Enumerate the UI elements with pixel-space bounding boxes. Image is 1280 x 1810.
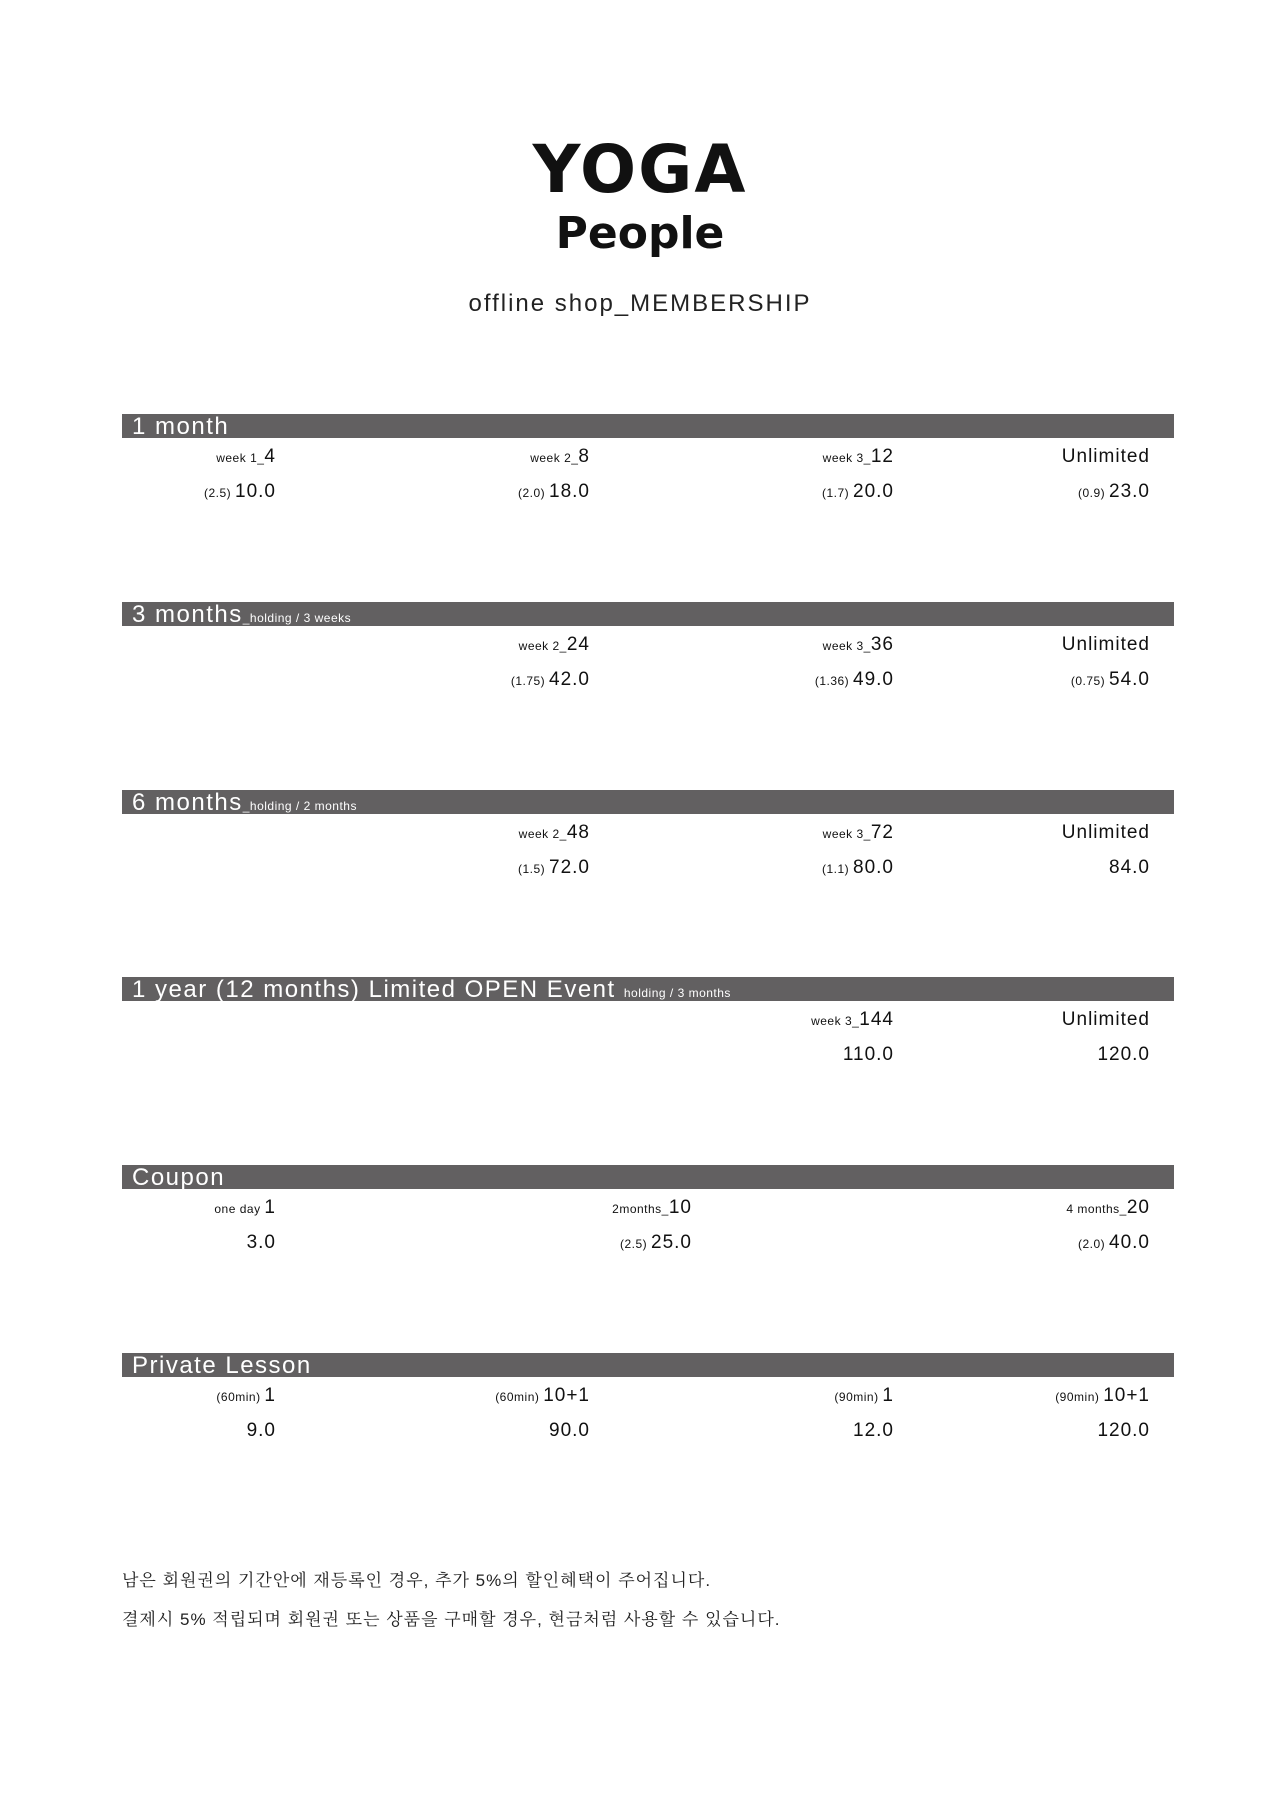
plan-label: Unlimited [1061, 634, 1150, 655]
plan-price: (2.5) 10.0 [204, 481, 276, 502]
plan-label: 2months_10 [612, 1197, 692, 1218]
plan-price: (1.36) 49.0 [814, 669, 894, 690]
plan-label: (90min) 1 [834, 1385, 894, 1406]
plan-label: week 2_24 [518, 634, 590, 655]
logo-line-2: People [555, 208, 725, 259]
section-title: 1 month [132, 414, 230, 438]
plan-price: (1.7) 20.0 [822, 481, 894, 502]
plan-label: (90min) 10+1 [1055, 1385, 1150, 1406]
section-header [122, 790, 1174, 814]
plan-price: (2.0) 40.0 [1078, 1232, 1150, 1253]
section-1-month [122, 414, 1174, 516]
page-subtitle: offline shop_MEMBERSHIP [468, 290, 812, 317]
plan-price: (1.5) 72.0 [518, 857, 590, 878]
plan-label: Unlimited [1061, 1009, 1150, 1030]
plan-price: (0.9) 23.0 [1078, 481, 1150, 502]
plan-label: week 2_8 [530, 446, 590, 467]
section-title-note: holding / 3 months [623, 986, 731, 1000]
section-title: 3 months [132, 602, 243, 626]
plan-label: week 3_36 [822, 634, 894, 655]
plan-price: 90.0 [549, 1420, 590, 1441]
plan-label: (60min) 10+1 [495, 1385, 590, 1406]
section-title: 6 months [132, 790, 243, 814]
logo-line-1: YOGA [532, 131, 748, 208]
plan-price: 12.0 [853, 1420, 894, 1441]
plan-label: Unlimited [1061, 822, 1150, 843]
plan-price: (2.0) 18.0 [518, 481, 590, 502]
section-title-note: _holding / 3 weeks [242, 611, 352, 625]
section-title: Coupon [132, 1165, 226, 1189]
section-1-year [122, 977, 1174, 1079]
section-header [122, 414, 1174, 438]
section-header [122, 1353, 1174, 1377]
yoga-people-logo [520, 120, 760, 260]
note-line: 결제시 5% 적립되며 회원권 또는 상품을 구매할 경우, 현금처럼 사용할 수 있습니다. [122, 1610, 781, 1629]
plan-price: 9.0 [246, 1420, 276, 1441]
plan-label: week 1_4 [216, 446, 276, 467]
plan-label: week 3_144 [811, 1009, 894, 1030]
section-header [122, 602, 1174, 626]
plan-label: (60min) 1 [216, 1385, 276, 1406]
section-title-note: _holding / 2 months [242, 799, 357, 813]
plan-price: (2.5) 25.0 [620, 1232, 692, 1253]
plan-price: (1.75) 42.0 [510, 669, 590, 690]
section-6-months [122, 790, 1174, 892]
plan-label: week 3_72 [822, 822, 894, 843]
section-private-lesson [122, 1353, 1174, 1455]
plan-price: 3.0 [246, 1232, 276, 1253]
plan-price: (0.75) 54.0 [1070, 669, 1150, 690]
section-title: 1 year (12 months) Limited OPEN Event [132, 977, 624, 1001]
plan-price: 110.0 [842, 1044, 894, 1065]
section-title: Private Lesson [132, 1353, 312, 1377]
section-coupon [122, 1165, 1174, 1267]
plan-label: week 2_48 [518, 822, 590, 843]
section-header [122, 977, 1174, 1001]
section-header [122, 1165, 1174, 1189]
plan-price: 120.0 [1097, 1420, 1150, 1441]
section-3-months [122, 602, 1174, 704]
plan-price: 84.0 [1109, 857, 1150, 878]
plan-label: Unlimited [1061, 446, 1150, 467]
plan-label: one day 1 [214, 1197, 276, 1218]
plan-price: 120.0 [1097, 1044, 1150, 1065]
plan-label: 4 months_20 [1066, 1197, 1150, 1218]
plan-price: (1.1) 80.0 [822, 857, 894, 878]
plan-label: week 3_12 [822, 446, 894, 467]
note-line: 남은 회원권의 기간안에 재등록인 경우, 추가 5%의 할인혜택이 주어집니다. [122, 1571, 712, 1590]
